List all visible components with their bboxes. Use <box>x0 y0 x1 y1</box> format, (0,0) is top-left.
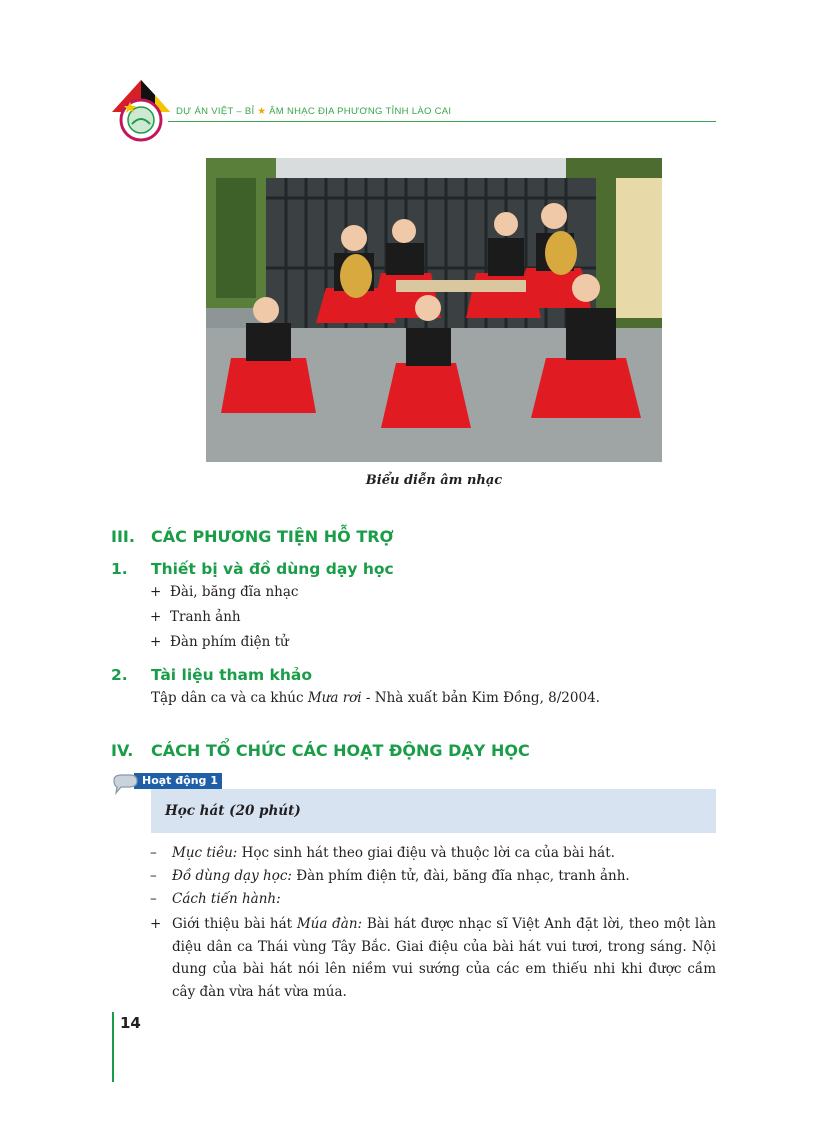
plus-icon: + <box>150 609 162 625</box>
reference-text: Tập dân ca và ca khúc Mưa rơi - Nhà xuất bản Kim Đồng, 8/2004. <box>151 690 600 706</box>
section-title: CÁC PHƯƠNG TIỆN HỖ TRỢ <box>151 527 394 546</box>
process-label: Cách tiến hành: <box>172 891 281 907</box>
reference-title: Mưa rơi <box>307 690 362 706</box>
running-header <box>176 106 451 117</box>
tools-text: Đàn phím điện tử, đài, băng đĩa nhạc, tranh ảnh. <box>291 868 630 884</box>
goal-text: Học sinh hát theo giai điệu và thuộc lời ca của bài hát. <box>237 845 615 861</box>
section-title: CÁCH TỔ CHỨC CÁC HOẠT ĐỘNG DẠY HỌC <box>151 741 530 760</box>
photo-caption: Biểu diễn âm nhạc <box>365 473 503 488</box>
dash-icon: – <box>150 891 157 907</box>
performance-photo <box>206 158 662 462</box>
tools-label: Đồ dùng dạy học: <box>172 868 292 884</box>
page-number: 14 <box>120 1014 141 1032</box>
speech-bubble-icon <box>110 772 140 802</box>
dash-icon: – <box>150 845 157 861</box>
plus-icon: + <box>150 584 162 600</box>
list-item-text: Tranh ảnh <box>170 609 241 625</box>
tools-line <box>150 868 630 884</box>
list-item <box>150 609 241 625</box>
subsection-title: Tài liệu tham khảo <box>151 666 312 684</box>
activity-label: Hoạt động 1 <box>134 773 222 789</box>
header-project: DỰ ÁN VIỆT – BỈ <box>176 106 255 117</box>
goal-line <box>150 845 615 861</box>
list-item <box>150 584 298 600</box>
subsection-title: Thiết bị và đồ dùng dạy học <box>151 560 394 578</box>
header-rule <box>168 121 716 122</box>
list-item <box>150 634 289 650</box>
plus-icon: + <box>150 634 162 650</box>
subsection-number: 2. <box>111 666 128 684</box>
dash-icon: – <box>150 868 157 884</box>
subsection-number: 1. <box>111 560 128 578</box>
section-number: III. <box>111 527 135 546</box>
project-logo-icon <box>108 78 174 144</box>
list-item-text: Đàn phím điện tử <box>170 634 289 650</box>
plus-icon: + <box>150 916 162 932</box>
intro-paragraph: + Giới thiệu bài hát Múa đàn: Bài hát được nhạc sĩ Việt Anh đặt lời, theo một làn điệu dân ca Thái vùng Tây Bắc. Giai điệu của bài hát vui tươi, trong sáng. Nội dung của bài hát nói lên niềm vui sướng của các em thiếu nhi khi được cầm cây đàn vừa hát vừa múa. <box>150 913 716 1003</box>
star-icon: ★ <box>257 106 267 117</box>
activity-title: Học hát (20 phút) <box>165 803 301 819</box>
section-number: IV. <box>111 741 134 760</box>
page-number-bar <box>112 1012 114 1082</box>
list-item-text: Đài, băng đĩa nhạc <box>170 584 299 600</box>
process-line <box>150 891 281 907</box>
song-title: Múa đàn: <box>296 916 363 932</box>
header-title: ÂM NHẠC ĐỊA PHƯƠNG TỈNH LÀO CAI <box>269 106 452 117</box>
goal-label: Mục tiêu: <box>172 845 238 861</box>
